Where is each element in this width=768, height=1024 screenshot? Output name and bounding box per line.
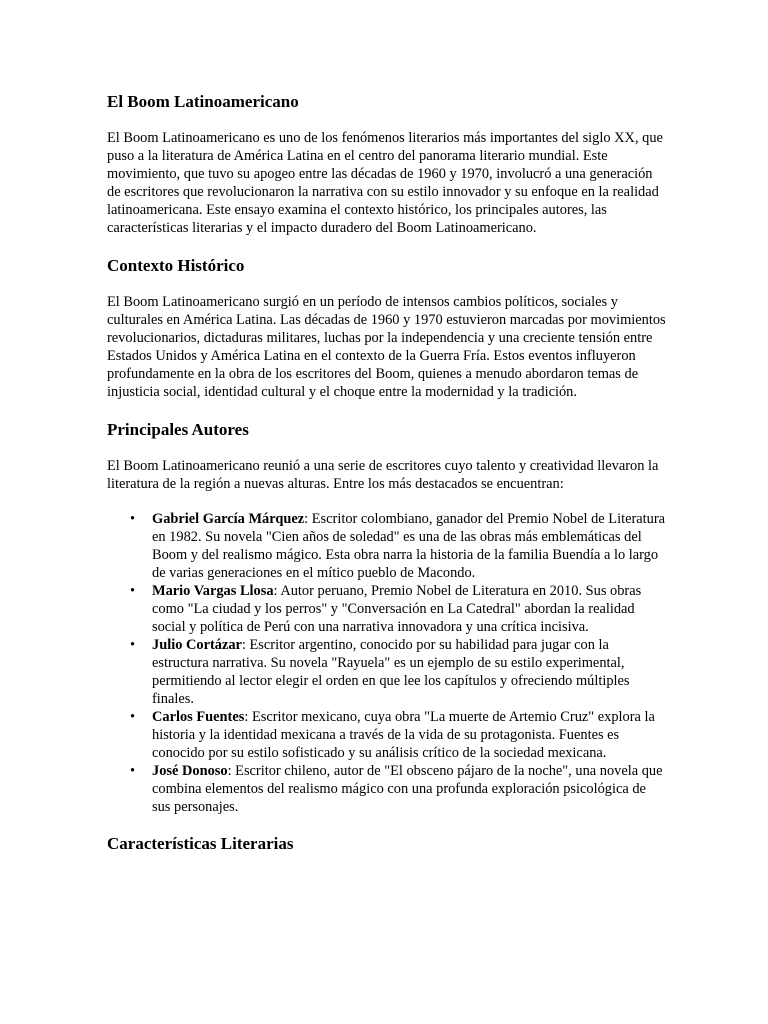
bullet-icon: •	[130, 511, 136, 527]
document-page	[107, 92, 667, 854]
author-name: Gabriel García Márquez	[152, 511, 305, 527]
authors-list	[107, 510, 667, 816]
list-item	[130, 582, 667, 636]
list-item	[130, 708, 667, 762]
author-name: Julio Cortázar	[152, 637, 242, 653]
bullet-icon: •	[130, 709, 136, 725]
author-description: : Autor peruano, Premio Nobel de Literatura en 2010. Sus obras como "La ciudad y los perros" y "Conversación en La Catedral" abordan la realidad social y política de Perú con una narrativa innovadora y una crítica incisiva.	[152, 583, 642, 635]
author-description: : Escritor colombiano, ganador del Premio Nobel de Literatura en 1982. Su novela "Cien años de soledad" es una de las obras más emblemáticas del Boom y del realismo mágico. Esta obra narra la historia de la familia Buendía a lo largo de varias generaciones en el mítico pueblo de Macondo.	[152, 511, 666, 581]
bullet-icon: •	[130, 763, 136, 779]
heading-autores: Principales Autores	[107, 420, 249, 439]
list-item	[130, 510, 667, 582]
author-name: Mario Vargas Llosa	[152, 583, 274, 599]
bullet-icon: •	[130, 637, 136, 653]
heading-contexto: Contexto Histórico	[107, 256, 245, 275]
paragraph-contexto: El Boom Latinoamericano surgió en un período de intensos cambios políticos, sociales y culturales en América Latina. Las décadas de 1960 y 1970 estuvieron marcadas por movimientos revolucionarios, dictaduras militares, luchas por la independencia y una creciente tensión entre Estados Unidos y América Latina en el contexto de la Guerra Fría. Estos eventos influyeron profundamente en la obra de los escritores del Boom, quienes a menudo abordaron temas de injusticia social, identidad cultural y el choque entre la modernidad y la tradición.	[107, 294, 666, 400]
heading-boom: El Boom Latinoamericano	[107, 92, 299, 111]
heading-caracteristicas: Características Literarias	[107, 834, 294, 853]
author-name: Carlos Fuentes	[152, 709, 245, 725]
author-description: : Escritor mexicano, cuya obra "La muerte de Artemio Cruz" explora la historia y la identidad mexicana a través de la vida de su protagonista. Fuentes es conocido por su estilo sofisticado y su análisis crítico de la sociedad mexicana.	[152, 709, 655, 761]
author-description: : Escritor chileno, autor de "El obsceno pájaro de la noche", una novela que combina elementos del realismo mágico con una profunda exploración psicológica de sus personajes.	[152, 763, 663, 815]
paragraph-intro: El Boom Latinoamericano es uno de los fenómenos literarios más importantes del siglo XX, que puso a la literatura de América Latina en el centro del panorama literario mundial. Este movimiento, que tuvo su apogeo entre las décadas de 1960 y 1970, involucró a una generación de escritores que revolucionaron la narrativa con su estilo innovador y su enfoque en la realidad latinoamericana. Este ensayo examina el contexto histórico, los principales autores, las características literarias y el impacto duradero del Boom Latinoamericano.	[107, 130, 663, 236]
list-item	[130, 762, 667, 816]
paragraph-autores: El Boom Latinoamericano reunió a una serie de escritores cuyo talento y creatividad llevaron la literatura de la región a nuevas alturas. Entre los más destacados se encuentran:	[107, 458, 659, 492]
author-name: José Donoso	[152, 763, 228, 779]
author-description: : Escritor argentino, conocido por su habilidad para jugar con la estructura narrativa. Su novela "Rayuela" es un ejemplo de su estilo experimental, permitiendo al lector elegir el orden en que lee los capítulos y ofreciendo múltiples finales.	[152, 637, 630, 707]
list-item	[130, 636, 667, 708]
bullet-icon: •	[130, 583, 136, 599]
